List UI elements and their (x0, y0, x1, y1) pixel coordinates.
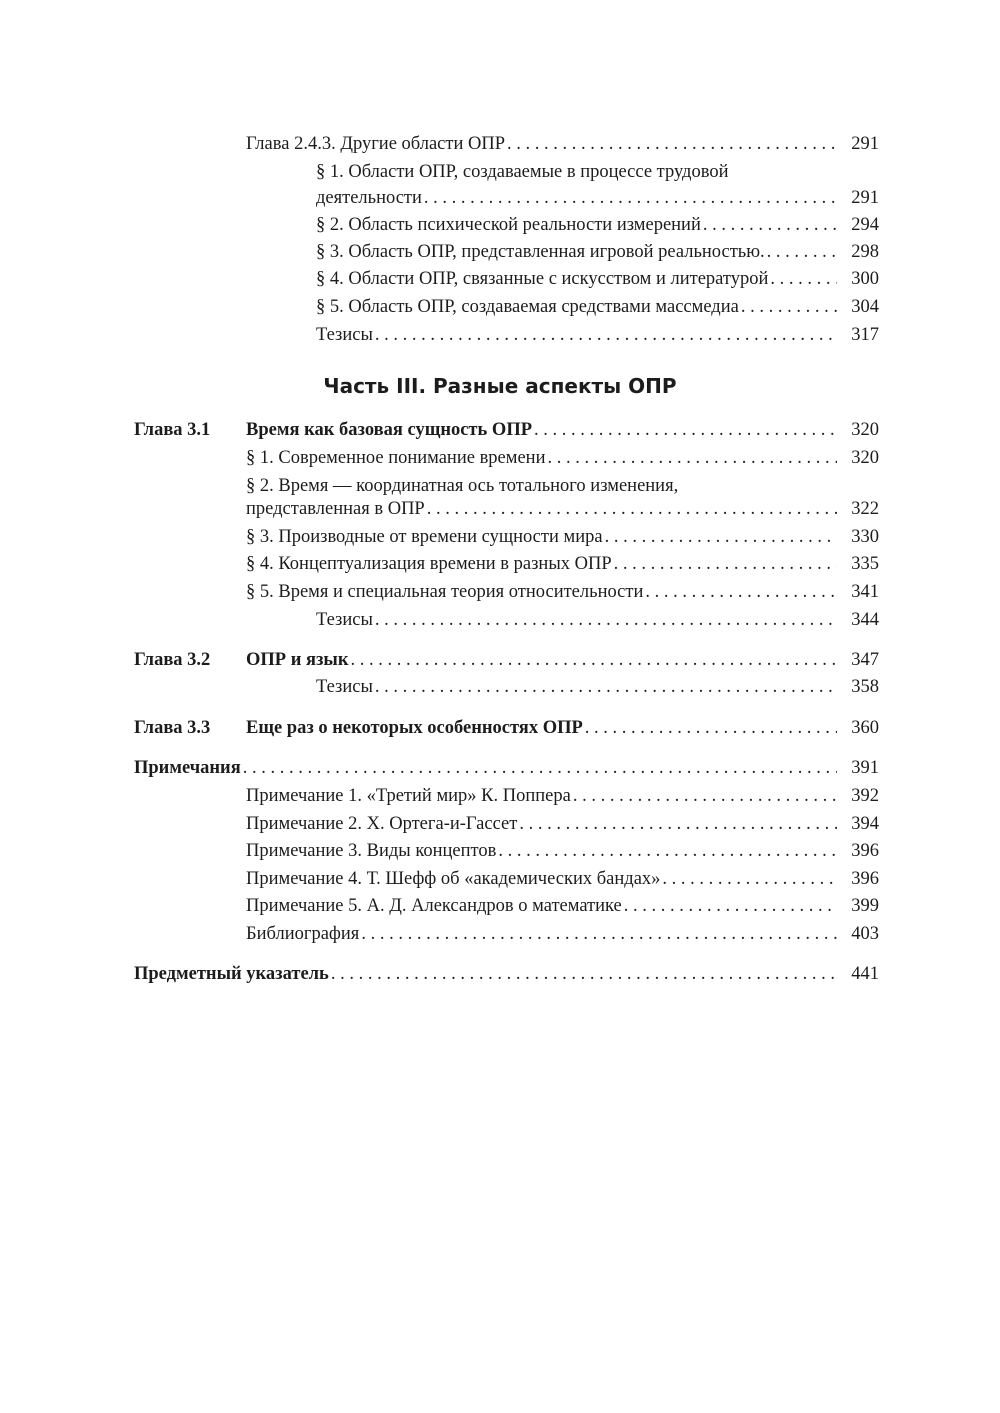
page-number: 317 (837, 322, 879, 348)
toc-entry-text: Примечание 2. Х. Ортега-и-Гассет (246, 814, 518, 834)
page-number: 291 (837, 185, 879, 211)
toc-entry-text: § 4. Концептуализация времени в разных ОПР (246, 554, 612, 574)
page-number: 358 (837, 674, 879, 700)
page-number: 391 (837, 755, 879, 781)
page-number: 403 (837, 921, 879, 947)
toc-entry-text: Предметный указатель (134, 964, 329, 984)
toc-entry-ch243-s5[interactable] (0, 294, 1000, 320)
page-number: 360 (837, 715, 879, 741)
page-number: 320 (837, 417, 879, 443)
toc-entry-ch31-s4[interactable] (0, 551, 1000, 577)
dot-leader (373, 607, 879, 633)
dot-leader (532, 417, 879, 443)
chapter-label: Глава 3.1 (134, 420, 211, 440)
toc-entry-text: Примечание 4. Т. Шефф об «академических бандах» (246, 869, 661, 889)
toc-entry-ch32-theses[interactable] (0, 674, 1000, 700)
toc-entry-ch31-theses[interactable] (0, 607, 1000, 633)
toc-entry-note1[interactable] (0, 783, 1000, 809)
toc-entry-ch31-s1[interactable] (0, 445, 1000, 471)
dot-leader (583, 715, 879, 741)
toc-entry-note5[interactable] (0, 893, 1000, 919)
page-number: 320 (837, 445, 879, 471)
dot-leader (241, 755, 879, 781)
dot-leader (359, 921, 879, 947)
toc-entry-text: Тезисы (316, 325, 373, 345)
page-number: 300 (837, 266, 879, 292)
toc-entry-ch31-s5[interactable] (0, 579, 1000, 605)
page-number: 294 (837, 212, 879, 238)
page-number: 291 (837, 131, 879, 157)
page-number: 441 (837, 961, 879, 987)
toc-entry-ch243-s1-line1: § 1. Области ОПР, создаваемые в процессе трудовой (316, 162, 729, 182)
page-number: 396 (837, 866, 879, 892)
dot-leader (373, 674, 879, 700)
toc-entry-text: Примечание 5. А. Д. Александров о математике (246, 896, 622, 916)
dot-leader (571, 783, 879, 809)
page-number: 298 (837, 239, 879, 265)
toc-entry-text: Тезисы (316, 610, 373, 630)
dot-leader (546, 445, 880, 471)
toc-entry-ch243-s1[interactable] (0, 185, 1000, 211)
chapter-label: Глава 3.3 (134, 718, 211, 738)
page-number: 304 (837, 294, 879, 320)
page-number: 341 (837, 579, 879, 605)
toc-entry-bibliography[interactable] (0, 921, 1000, 947)
toc-entry-text: Примечание 1. «Третий мир» К. Поппера (246, 786, 571, 806)
toc-entry-text: § 5. Время и специальная теория относительности (246, 582, 644, 602)
toc-entry-ch31-s2[interactable] (0, 496, 1000, 522)
toc-entry-text: Еще раз о некоторых особенностях ОПР (246, 718, 583, 738)
toc-entry-ch243-theses[interactable] (0, 322, 1000, 348)
toc-entry-text: Примечания (134, 758, 241, 778)
toc-entry-ch243-s2[interactable] (0, 212, 1000, 238)
dot-leader (517, 811, 879, 837)
page-number: 396 (837, 838, 879, 864)
dot-leader (373, 322, 879, 348)
toc-entry-text: Библиография (246, 924, 360, 944)
toc-entry-text: § 5. Область ОПР, создаваемая средствами массмедиа (316, 297, 739, 317)
toc-entry-text: представленная в ОПР (246, 499, 425, 519)
page-number: 394 (837, 811, 879, 837)
page-number: 399 (837, 893, 879, 919)
toc-entry-ch243-s3[interactable] (0, 239, 1000, 265)
toc-entry-text: § 3. Производные от времени сущности мира (246, 527, 603, 547)
dot-leader (425, 496, 879, 522)
toc-entry-text: § 4. Области ОПР, связанные с искусством и литературой (316, 269, 769, 289)
page-number: 322 (837, 496, 879, 522)
dot-leader (329, 961, 879, 987)
toc-entry-note2[interactable] (0, 811, 1000, 837)
toc-entry-ch31-s3[interactable] (0, 524, 1000, 550)
chapter-label: Глава 3.2 (134, 650, 211, 670)
page-number: 344 (837, 607, 879, 633)
toc-entry-text: Тезисы (316, 677, 373, 697)
page-number: 347 (837, 647, 879, 673)
toc-entry-text: § 1. Современное понимание времени (246, 448, 546, 468)
part-title: Часть III. Разные аспекты ОПР (323, 374, 677, 398)
toc-entry-ch243[interactable] (0, 131, 1000, 157)
toc-entry-index[interactable] (0, 961, 1000, 987)
toc-entry-text: ОПР и язык (246, 650, 349, 670)
toc-entry-text: Примечание 3. Виды концептов (246, 841, 497, 861)
toc-entry-note3[interactable] (0, 838, 1000, 864)
page-number: 392 (837, 783, 879, 809)
toc-entry-ch31[interactable] (0, 417, 1000, 443)
toc-entry-ch243-s4[interactable] (0, 266, 1000, 292)
toc-entry-text: § 2. Область психической реальности измерений (316, 215, 701, 235)
dot-leader (505, 131, 879, 157)
toc-entry-notes[interactable] (0, 755, 1000, 781)
toc-entry-note4[interactable] (0, 866, 1000, 892)
page-number: 335 (837, 551, 879, 577)
toc-entry-text: Время как базовая сущность ОПР (246, 420, 533, 440)
toc-entry-ch31-s2-line1: § 2. Время — координатная ось тотального изменения, (246, 476, 679, 496)
page-number: 330 (837, 524, 879, 550)
dot-leader (422, 185, 879, 211)
dot-leader (349, 647, 879, 673)
toc-entry-text: Глава 2.4.3. Другие области ОПР (246, 134, 505, 154)
toc-entry-ch33[interactable] (0, 715, 1000, 741)
toc-entry-ch32[interactable] (0, 647, 1000, 673)
toc-entry-text: § 3. Область ОПР, представленная игровой реальностью. (316, 242, 765, 262)
toc-entry-text: деятельности (316, 188, 422, 208)
dot-leader (496, 838, 879, 864)
